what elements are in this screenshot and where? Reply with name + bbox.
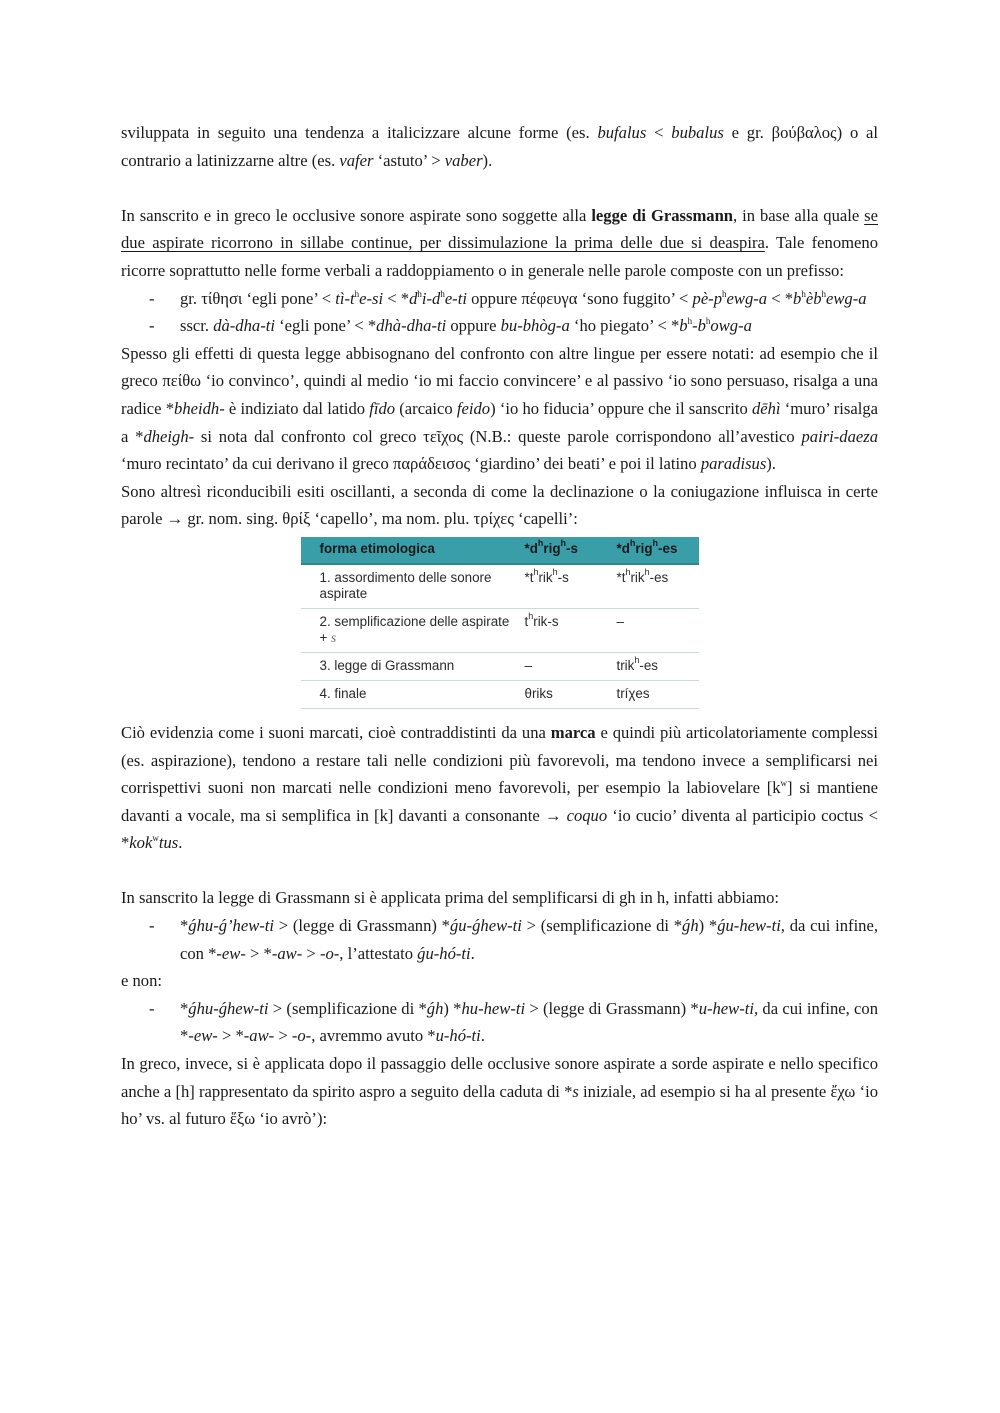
italic-term: ǵhu-ǵhew-ti [188, 998, 269, 1018]
italic-term: ǵu-hó-ti [417, 943, 471, 963]
superscript: w [780, 778, 788, 789]
text: e gr. βούβαλος) o al contrario a latinizzarne altre (es. [121, 123, 879, 170]
table-cell [519, 564, 611, 609]
superscript: h [629, 538, 636, 549]
text: > (legge di Grassmann) * [274, 916, 450, 936]
italic-term: dhà-dha-ti [376, 316, 447, 336]
table-row [301, 680, 699, 708]
italic-term: vafer [339, 150, 374, 170]
italic-term: s [572, 1081, 579, 1101]
italic-term: -o- [291, 1026, 312, 1046]
text: > * [245, 943, 272, 963]
paragraph-gap [121, 857, 878, 885]
italic-term: pairi-daeza [801, 426, 879, 446]
italic-term: ewg-a [726, 288, 768, 308]
text: -es [639, 657, 658, 673]
superscript: h [440, 288, 445, 299]
text: da cui infine, con * [180, 916, 878, 963]
table-cell: 1. assordimento delle sonore aspirate [301, 564, 519, 609]
italic-term: d [409, 288, 418, 308]
table-cell [611, 652, 699, 680]
list-dash: - [149, 916, 155, 936]
superscript: h [652, 538, 659, 549]
superscript: h [722, 288, 727, 299]
table-cell: – [611, 608, 699, 652]
superscript: h [528, 610, 534, 621]
italic-term: s [331, 629, 337, 645]
table-cell: 4. finale [301, 680, 519, 708]
text: -es [649, 569, 669, 585]
italic-term: vaber [444, 150, 483, 170]
italic-term: u-hó-ti [435, 1026, 481, 1046]
table-row [301, 608, 699, 652]
list-item [121, 285, 878, 313]
text: Ciò evidenzia come i suoni marcati, cioè contraddistinti da una [121, 722, 551, 742]
superscript: h [687, 316, 693, 327]
text: . [480, 1026, 485, 1046]
italic-term: tì-t [335, 288, 355, 308]
italic-term: e-ti [444, 288, 467, 308]
text: *t [616, 569, 626, 585]
text: oppure [446, 316, 501, 336]
table-header-row [301, 537, 699, 564]
text: -s [557, 569, 569, 585]
text: ‘astuto’ > [373, 150, 445, 170]
text: In sanscrito e in greco le occlusive sonore aspirate sono soggette alla [121, 205, 592, 225]
underlined-text: se due aspirate ricorrono in sillabe continue, per dissimulazione la prima delle due si deaspira [121, 205, 878, 253]
text: > * [217, 1026, 244, 1046]
text: > [302, 943, 320, 963]
superscript: h [533, 566, 539, 577]
italic-term: b [679, 316, 688, 336]
italic-term: dēhì [751, 398, 781, 418]
text: sviluppata in seguito una tendenza a italicizzare alcune forme (es. [121, 123, 598, 142]
text: -s [566, 541, 578, 557]
text: è indiziato dal latido [224, 398, 370, 418]
italic-term: owg-a [710, 316, 752, 336]
text: rig [543, 541, 561, 557]
text: > [274, 1026, 292, 1046]
text: sscr. [180, 316, 214, 336]
list-item [121, 312, 878, 340]
text: da cui infine, con * [180, 998, 879, 1046]
superscript: h [821, 288, 826, 299]
bold-term: marca [550, 722, 596, 742]
text: *t [524, 569, 534, 585]
italic-term: i-d [421, 288, 441, 308]
italic-term: èb [805, 288, 822, 308]
text: ) ‘io ho fiducia’ oppure che il sanscrito [490, 398, 752, 418]
italic-term: -o- [319, 943, 340, 963]
text: . [470, 943, 475, 963]
superscript: h [625, 566, 631, 577]
text: ) * [443, 998, 462, 1018]
paragraph-6 [121, 884, 878, 912]
superscript: h [801, 288, 806, 299]
text: , l’attestato [339, 943, 418, 963]
text: . Tale fenomeno ricorre soprattutto nelle forme verbali a raddoppiamento o in generale nelle parole composte con un prefisso: [121, 233, 878, 280]
list-dash: - [149, 998, 155, 1018]
italic-term: -aw- [271, 943, 303, 963]
text: , avremmo avuto * [311, 1026, 436, 1046]
italic-term: b [793, 288, 802, 308]
list-dash: - [149, 316, 155, 336]
paragraph-gap [121, 174, 878, 202]
italic-term: ǵu-ǵhew-ti [449, 916, 522, 936]
text: * [180, 998, 189, 1018]
italic-term: ǵhu-ǵ’hew-ti [188, 916, 275, 936]
column-header: forma etimologica [301, 537, 519, 564]
text: > (semplificazione di * [268, 998, 427, 1018]
italic-term: bu-bhòg-a [500, 316, 570, 336]
superscript: h [644, 566, 650, 577]
italic-term: ǵu-hew-ti, [717, 916, 785, 936]
text: > (legge di Grassmann) * [525, 998, 699, 1018]
text: Spesso gli effetti di questa legge abbisognano del confronto con altre lingue per essere notati: ad esempio che il greco πείθω ‘io convinco’, quindi al medio ‘io mi faccio convincere’ e al passivo ‘io sono persuaso, risalga a una radice * [121, 343, 878, 418]
text: -es [658, 541, 678, 557]
italic-term: bufalus [597, 123, 647, 142]
text: Sono altresì riconducibili esiti oscillanti, a seconda di come la declinazione o la coniugazione influisca in certe parole → gr. nom. sing. θρίξ ‘capello’, ma nom. plu. τρίχες ‘capelli’: [121, 481, 878, 529]
text: * [180, 916, 189, 936]
list-item [121, 912, 878, 967]
table-container [121, 537, 878, 709]
document-page [121, 119, 878, 1133]
italic-term: hu-hew-ti [461, 998, 526, 1018]
italic-term: pè-p [692, 288, 723, 308]
superscript: h [417, 288, 422, 299]
paragraph-3 [121, 340, 878, 478]
italic-term: -ew- [188, 1026, 218, 1046]
table-cell [519, 608, 611, 652]
text: e quindi più articolatoriamente complessi (es. aspirazione), tendono a restare tali nelle condizioni più favorevoli, ma tendono invece a semplificarsi nei corrispettivi suoni non marcati nelle condizioni meno favorevoli, per esempio la labiovelare [k [121, 722, 878, 798]
text: ‘muro recintato’ da cui derivano il greco παράδεισος ‘giardino’ dei beati’ e poi il latino [121, 454, 701, 474]
column-header [519, 537, 611, 564]
table-cell: θriks [519, 680, 611, 708]
text: *d [524, 541, 538, 557]
text: < * [767, 288, 794, 308]
superscript: h [560, 538, 567, 549]
italic-term: u-hew-ti, [698, 998, 759, 1018]
table-cell [611, 564, 699, 609]
text: < [646, 123, 672, 142]
superscript: h [552, 566, 558, 577]
italic-term: kok [129, 833, 153, 853]
etymology-table [301, 537, 699, 709]
text: *d [616, 541, 630, 557]
italic-term: e-si [359, 288, 384, 308]
text: rik [630, 569, 645, 585]
italic-term: ewg-a [826, 288, 867, 308]
text: rik [538, 569, 553, 585]
superscript: h [705, 316, 711, 327]
bold-term: legge di Grassmann [591, 205, 734, 225]
text: . [178, 833, 183, 853]
table-cell [301, 608, 519, 652]
italic-term: fīdo [369, 398, 396, 418]
text: trik [616, 657, 635, 673]
text: (arcaico [395, 398, 457, 418]
text: ‘io cucio’ diventa al participio coctus < * [121, 805, 879, 853]
italic-term: ǵh [426, 998, 444, 1018]
table-cell: – [519, 652, 611, 680]
text: ‘egli pone’ < * [274, 316, 377, 336]
paragraph-1 [121, 119, 878, 174]
text: , in base alla quale [733, 205, 865, 225]
italic-term: bheidh- [174, 398, 225, 418]
text: ) * [698, 916, 718, 936]
text: ‘ho piegato’ < * [569, 316, 680, 336]
table-cell: 3. legge di Grassmann [301, 652, 519, 680]
italic-term: bubalus [671, 123, 724, 142]
text: < * [383, 288, 410, 308]
list-item [121, 995, 878, 1050]
italic-term: -ew- [216, 943, 246, 963]
italic-term: dà-dha-ti [213, 316, 275, 336]
text: t [524, 613, 529, 629]
text: ] si mantiene davanti a vocale, ma si semplifica in [k] davanti a consonante → [121, 778, 878, 825]
superscript: h [634, 654, 640, 665]
table-cell: tríχes [611, 680, 699, 708]
superscript: h [537, 538, 544, 549]
text: gr. τίθησι ‘egli pone’ < [180, 288, 336, 308]
text: oppure πέφευγα ‘sono fuggito’ < [466, 288, 693, 308]
text: ). [766, 454, 776, 474]
italic-term: ǵh [682, 916, 699, 936]
text: In sanscrito la legge di Grassmann si è applicata prima del semplificarsi di gh in h, infatti abbiamo: [121, 888, 780, 908]
text: In greco, invece, si è applicata dopo il passaggio delle occlusive sonore aspirate a sorde aspirate e nello specifico anche a [h] rappresentato da spirito aspro a seguito della caduta di * [121, 1054, 878, 1101]
table-row [301, 652, 699, 680]
italic-term: tus [158, 833, 179, 853]
italic-term: -b [692, 316, 706, 336]
italic-term: feido [456, 398, 491, 418]
text: ). [482, 150, 493, 170]
italic-term: coquo [566, 805, 608, 825]
text: > (semplificazione di * [521, 916, 683, 936]
text: ‘muro’ risalga a * [121, 398, 879, 446]
paragraph-2 [121, 202, 878, 285]
text: iniziale, ad esempio si ha al presente ἔχω ‘io ho’ vs. al futuro ἕξω ‘io avrò’): [121, 1081, 878, 1129]
paragraph-8 [121, 1050, 878, 1133]
paragraph-7 [121, 967, 878, 995]
text: rig [635, 541, 653, 557]
superscript: h [354, 288, 360, 299]
list-dash: - [149, 288, 155, 308]
text: 2. semplificazione delle aspirate + [319, 613, 510, 645]
italic-term: paradisus [700, 454, 767, 474]
paragraph-5 [121, 719, 878, 857]
italic-term: dheigh- [143, 426, 195, 446]
paragraph-4 [121, 478, 878, 533]
superscript: w [152, 833, 159, 844]
column-header [611, 537, 699, 564]
text: e non: [121, 971, 163, 991]
italic-term: -aw- [243, 1026, 275, 1046]
text: si nota dal confronto col greco τεῖχος (N.B.: queste parole corrispondono all’avestico [194, 426, 802, 446]
text: rik-s [533, 613, 559, 629]
table-row [301, 564, 699, 609]
